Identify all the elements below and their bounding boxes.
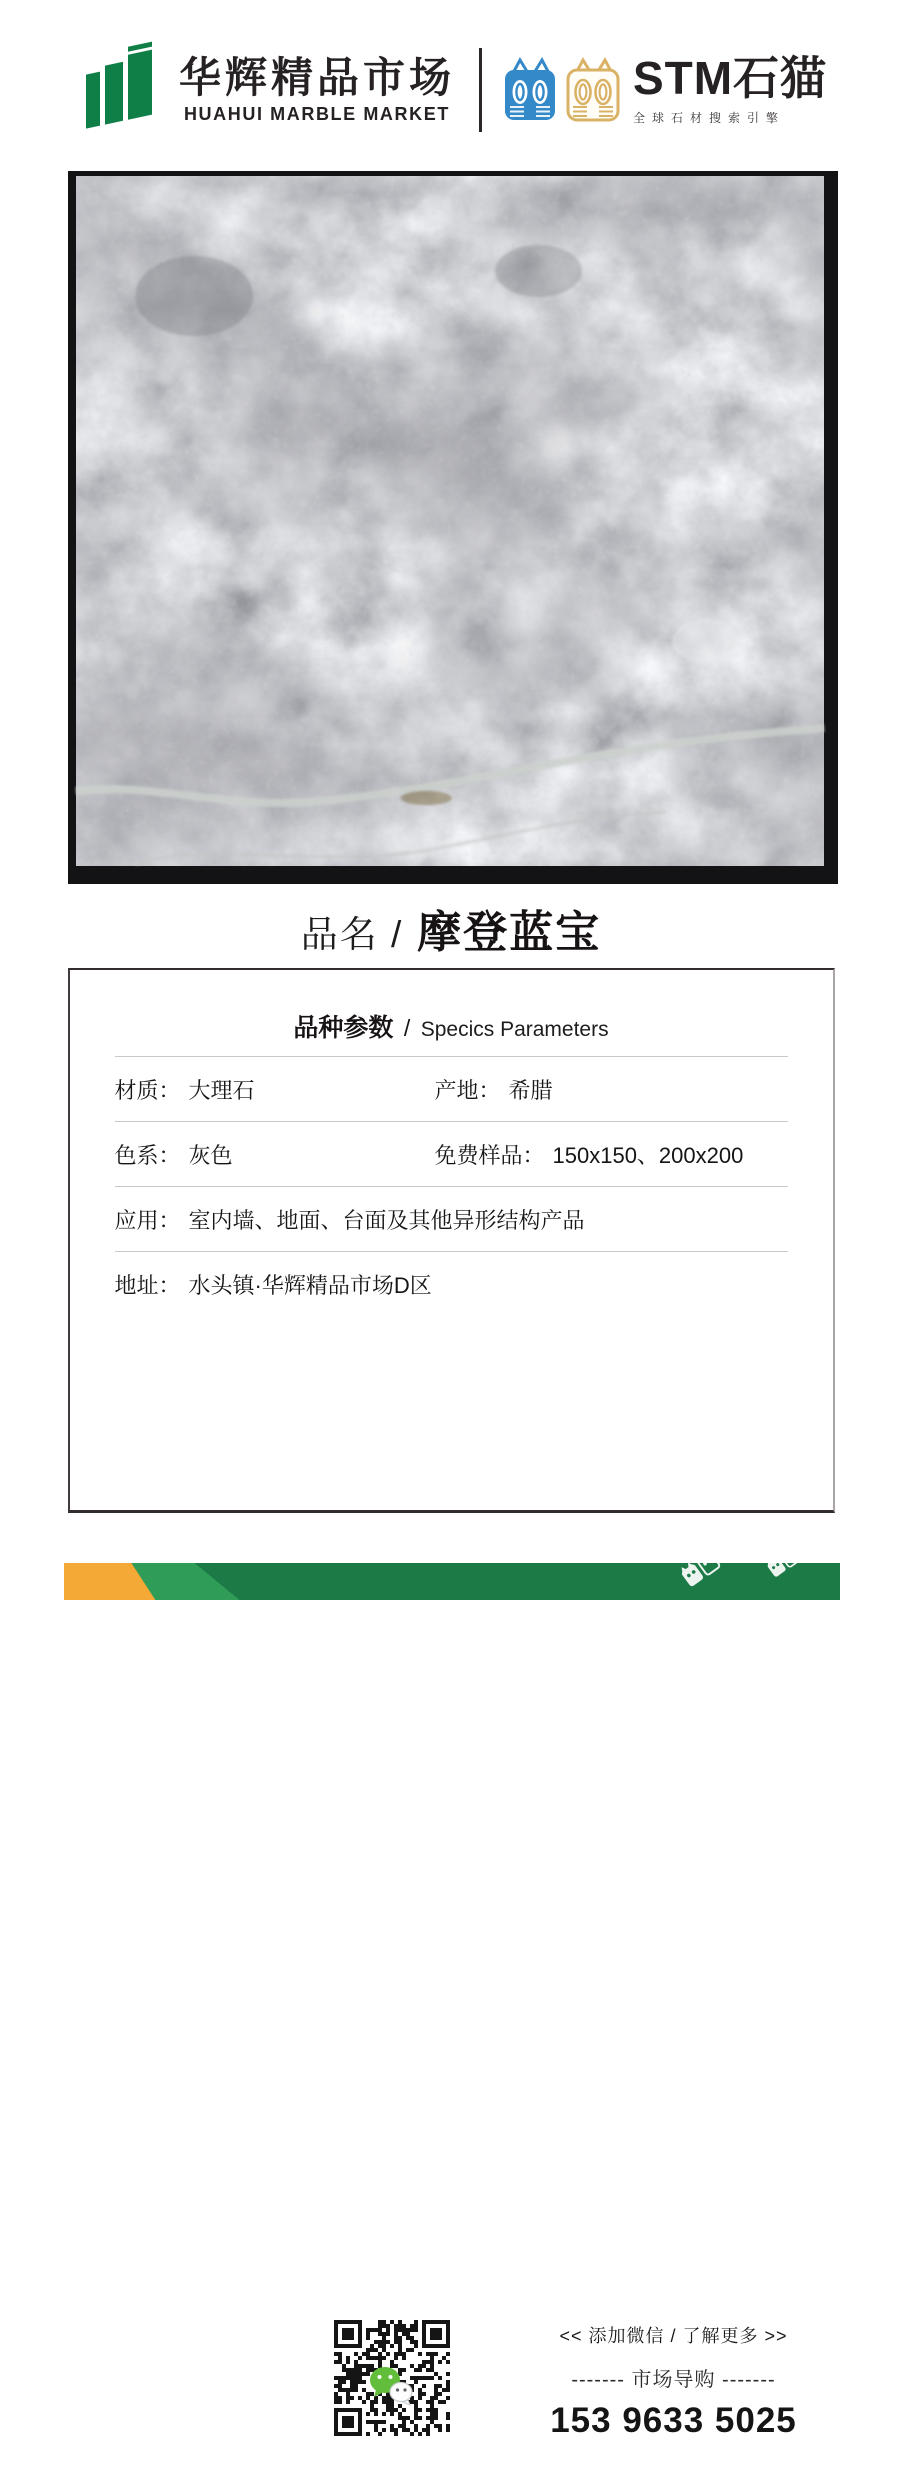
market-guide-label: ------- 市场导购 -------: [504, 2363, 844, 2392]
footer-bar: [64, 1563, 840, 1600]
param-label: 地址：: [115, 1269, 181, 1300]
contact-text: [504, 2322, 844, 2441]
param-value: 大理石: [189, 1074, 255, 1105]
specs-title-en: Specics Parameters: [421, 1018, 609, 1041]
product-name-label: 品名 /: [301, 914, 404, 955]
param-color: [115, 1139, 435, 1170]
param-value: 水头镇·华辉精品市场D区: [189, 1269, 432, 1300]
param-row-color-sample: [70, 1122, 833, 1186]
huahui-slabs-icon: [75, 44, 167, 136]
stm-text: [633, 54, 827, 125]
brand-name-en: HUAHUI MARBLE MARKET: [184, 104, 450, 125]
param-value: 室内墙、地面、台面及其他异形结构产品: [189, 1204, 585, 1235]
stm-cat-watermark-icon: [675, 1546, 728, 1598]
param-label: 免费样品：: [435, 1139, 545, 1170]
flyer-page: [2, 0, 901, 1600]
param-row-material-origin: [70, 1057, 833, 1121]
stm-cat-blue-icon: [502, 57, 558, 123]
stm-tagline: 全球石材搜索引擎: [633, 109, 785, 126]
param-label: 色系：: [115, 1139, 181, 1170]
product-name-value: 摩登蓝宝: [417, 908, 601, 957]
specs-title: [293, 1008, 608, 1044]
param-label: 材质：: [115, 1074, 181, 1105]
param-free-sample: [435, 1139, 788, 1170]
header-divider: [479, 48, 482, 132]
param-application: [115, 1204, 788, 1235]
header: [2, 44, 901, 136]
specs-parameters-box: [68, 968, 835, 1513]
marble-slab-photo: [76, 176, 824, 866]
stm-cat-gold-icon: [565, 57, 621, 123]
stm-name: STM石猫: [633, 54, 827, 102]
brand-name-cn: 华辉精品市场: [179, 55, 455, 101]
specs-title-cn: 品种参数: [293, 1014, 393, 1042]
param-value: 希腊: [509, 1074, 553, 1105]
marble-slab-frame: [68, 171, 838, 884]
wechat-hint: << 添加微信 / 了解更多 >>: [504, 2322, 844, 2348]
wechat-qr-code: [326, 2312, 458, 2444]
marble-texture: [76, 176, 824, 866]
param-row-application: [70, 1187, 833, 1251]
param-origin: [435, 1074, 788, 1105]
param-row-address: [70, 1252, 833, 1316]
param-label: 应用：: [115, 1204, 181, 1235]
param-address: [115, 1269, 788, 1300]
param-material: [115, 1074, 435, 1105]
param-value: 灰色: [189, 1139, 233, 1170]
stm-cat-icons: [502, 57, 621, 123]
wechat-icon: [368, 2364, 416, 2406]
param-label: 产地：: [435, 1074, 501, 1105]
huahui-brand: [75, 44, 455, 136]
stm-brand: [502, 54, 827, 125]
specs-title-block: [70, 970, 833, 1056]
product-name-line: [2, 896, 901, 960]
contact-section: [136, 2300, 902, 2470]
phone-number: 153 9633 5025: [504, 2401, 844, 2441]
brand-text: [179, 55, 455, 125]
stm-cat-watermark-icon: [762, 1542, 808, 1587]
param-value: 150x150、200x200: [553, 1139, 744, 1170]
specs-title-separator: /: [404, 1015, 410, 1041]
